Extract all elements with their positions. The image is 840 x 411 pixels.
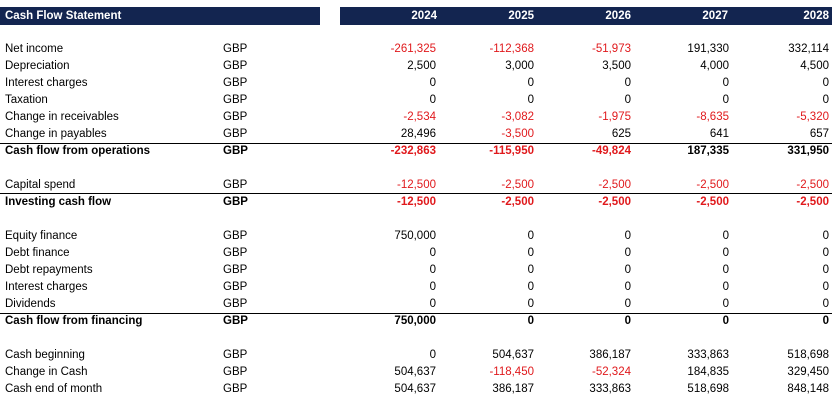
row-unit: GBP xyxy=(223,247,248,259)
cell-2024: 0 xyxy=(429,247,436,259)
cell-2028: -2,500 xyxy=(796,179,829,191)
cell-2027: 0 xyxy=(722,281,729,293)
cell-2025: 0 xyxy=(527,230,534,242)
table-row xyxy=(0,296,840,313)
cell-2027: -2,500 xyxy=(696,179,729,191)
cell-2026: -52,324 xyxy=(591,366,631,378)
cell-2024: 2,500 xyxy=(407,60,436,72)
table-row xyxy=(0,75,840,92)
cell-2026: 0 xyxy=(624,230,631,242)
table-row xyxy=(0,245,840,262)
table-row xyxy=(0,143,840,160)
cell-2027: 4,000 xyxy=(700,60,729,72)
cell-2028: 0 xyxy=(822,230,829,242)
year-header-2024: 2024 xyxy=(411,10,437,22)
cell-2028: 0 xyxy=(822,264,829,276)
cell-2026: 3,500 xyxy=(602,60,631,72)
subtotal-rule xyxy=(0,313,832,314)
row-label: Cash beginning xyxy=(5,349,85,361)
row-label: Equity finance xyxy=(5,230,78,242)
cell-2028: 0 xyxy=(822,298,829,310)
cell-2028: -5,320 xyxy=(796,111,829,123)
cell-2026: 0 xyxy=(624,94,631,106)
row-unit: GBP xyxy=(223,77,248,89)
row-unit: GBP xyxy=(223,230,248,242)
cell-2026: 0 xyxy=(624,298,631,310)
table-row xyxy=(0,92,840,109)
row-label: Change in payables xyxy=(5,128,107,140)
cell-2024: 0 xyxy=(429,77,436,89)
cell-2027: 0 xyxy=(722,298,729,310)
table-row xyxy=(0,194,840,211)
cell-2027: 0 xyxy=(722,315,729,327)
table-row xyxy=(0,381,840,398)
cell-2025: 0 xyxy=(527,281,534,293)
row-unit: GBP xyxy=(223,281,248,293)
cell-2025: 0 xyxy=(527,298,534,310)
row-unit: GBP xyxy=(223,264,248,276)
row-unit: GBP xyxy=(223,60,248,72)
cell-2024: -232,863 xyxy=(390,145,436,157)
cell-2028: 331,950 xyxy=(787,145,829,157)
cell-2026: -51,973 xyxy=(591,43,631,55)
row-label: Debt repayments xyxy=(5,264,93,276)
cell-2025: 0 xyxy=(527,94,534,106)
cell-2024: 504,637 xyxy=(394,383,436,395)
cell-2027: 641 xyxy=(709,128,729,140)
subtotal-rule xyxy=(0,143,832,144)
row-unit: GBP xyxy=(223,366,248,378)
cell-2024: 750,000 xyxy=(394,230,436,242)
row-label: Depreciation xyxy=(5,60,70,72)
row-label: Dividends xyxy=(5,298,56,310)
cell-2028: 329,450 xyxy=(787,366,829,378)
cell-2028: 0 xyxy=(822,247,829,259)
table-row xyxy=(0,262,840,279)
cell-2027: 0 xyxy=(722,247,729,259)
cell-2025: 0 xyxy=(527,247,534,259)
subtotal-rule xyxy=(0,193,832,194)
cell-2026: 0 xyxy=(624,315,631,327)
cell-2026: -1,975 xyxy=(598,111,631,123)
cell-2026: 333,863 xyxy=(589,383,631,395)
row-label: Cash flow from operations xyxy=(5,145,151,157)
cell-2024: 0 xyxy=(429,264,436,276)
statement-title: Cash Flow Statement xyxy=(0,7,320,25)
table-row xyxy=(0,313,840,330)
table-row xyxy=(0,177,840,194)
cell-2028: 0 xyxy=(822,281,829,293)
row-label: Cash end of month xyxy=(5,383,103,395)
row-unit: GBP xyxy=(223,145,248,157)
row-label: Change in Cash xyxy=(5,366,88,378)
cell-2025: 386,187 xyxy=(492,383,534,395)
year-header-2027: 2027 xyxy=(702,10,728,22)
cell-2025: -118,450 xyxy=(489,366,534,378)
row-unit: GBP xyxy=(223,179,248,191)
cell-2024: 504,637 xyxy=(394,366,436,378)
cell-2028: 4,500 xyxy=(800,60,829,72)
cell-2027: 184,835 xyxy=(687,366,729,378)
row-label: Change in receivables xyxy=(5,111,119,123)
cell-2028: 657 xyxy=(809,128,829,140)
cell-2025: -3,500 xyxy=(501,128,534,140)
cell-2027: -8,635 xyxy=(696,111,729,123)
cell-2026: -49,824 xyxy=(591,145,631,157)
table-row xyxy=(0,58,840,75)
cell-2026: 0 xyxy=(624,281,631,293)
cell-2024: -12,500 xyxy=(396,196,436,208)
cell-2027: 0 xyxy=(722,230,729,242)
row-unit: GBP xyxy=(223,298,248,310)
table-row xyxy=(0,228,840,245)
row-unit: GBP xyxy=(223,94,248,106)
cell-2024: 28,496 xyxy=(400,128,436,140)
cell-2026: 0 xyxy=(624,264,631,276)
row-label: Interest charges xyxy=(5,77,88,89)
cell-2024: -261,325 xyxy=(390,43,436,55)
row-label: Investing cash flow xyxy=(5,196,112,208)
table-row xyxy=(0,109,840,126)
row-unit: GBP xyxy=(223,349,248,361)
cell-2025: 504,637 xyxy=(492,349,534,361)
table-row xyxy=(0,279,840,296)
cell-2028: 0 xyxy=(822,315,829,327)
cell-2026: -2,500 xyxy=(598,196,631,208)
cell-2028: -2,500 xyxy=(796,196,829,208)
row-label: Debt finance xyxy=(5,247,70,259)
table-row xyxy=(0,126,840,143)
row-label: Interest charges xyxy=(5,281,88,293)
cell-2027: 0 xyxy=(722,77,729,89)
cell-2027: 333,863 xyxy=(687,349,729,361)
cell-2024: 0 xyxy=(429,298,436,310)
row-unit: GBP xyxy=(223,43,248,55)
cell-2024: -12,500 xyxy=(396,179,436,191)
cell-2026: 386,187 xyxy=(589,349,631,361)
cell-2025: -112,368 xyxy=(489,43,534,55)
cell-2024: 0 xyxy=(429,94,436,106)
cell-2024: 750,000 xyxy=(394,315,436,327)
cell-2027: 187,335 xyxy=(687,145,729,157)
row-unit: GBP xyxy=(223,196,248,208)
cell-2027: -2,500 xyxy=(696,196,729,208)
cell-2024: 0 xyxy=(429,281,436,293)
row-label: Capital spend xyxy=(5,179,76,191)
cell-2026: 625 xyxy=(611,128,631,140)
cell-2028: 848,148 xyxy=(787,383,829,395)
row-label: Net income xyxy=(5,43,64,55)
table-row xyxy=(0,41,840,58)
cell-2026: 0 xyxy=(624,77,631,89)
cell-2028: 518,698 xyxy=(787,349,829,361)
cell-2025: -115,950 xyxy=(489,145,534,157)
cell-2025: 0 xyxy=(527,315,534,327)
row-unit: GBP xyxy=(223,315,248,327)
cell-2025: -3,082 xyxy=(501,111,534,123)
cell-2027: 0 xyxy=(722,94,729,106)
year-header-2026: 2026 xyxy=(605,10,631,22)
cell-2026: 0 xyxy=(624,247,631,259)
cell-2026: -2,500 xyxy=(598,179,631,191)
cell-2027: 0 xyxy=(722,264,729,276)
cell-2025: 0 xyxy=(527,264,534,276)
cell-2028: 0 xyxy=(822,77,829,89)
cell-2025: -2,500 xyxy=(501,179,534,191)
row-unit: GBP xyxy=(223,111,248,123)
year-header-bar xyxy=(340,7,832,25)
cell-2027: 518,698 xyxy=(687,383,729,395)
cell-2025: 3,000 xyxy=(505,60,534,72)
row-label: Taxation xyxy=(5,94,48,106)
cell-2028: 332,114 xyxy=(788,43,829,55)
table-row xyxy=(0,347,840,364)
cell-2027: 191,330 xyxy=(687,43,729,55)
cell-2025: 0 xyxy=(527,77,534,89)
cell-2024: 0 xyxy=(429,349,436,361)
cell-2025: -2,500 xyxy=(501,196,534,208)
table-row xyxy=(0,364,840,381)
row-unit: GBP xyxy=(223,383,248,395)
cell-2024: -2,534 xyxy=(403,111,436,123)
cell-2028: 0 xyxy=(822,94,829,106)
year-header-2028: 2028 xyxy=(803,10,829,22)
row-label: Cash flow from financing xyxy=(5,315,143,327)
row-unit: GBP xyxy=(223,128,248,140)
year-header-2025: 2025 xyxy=(508,10,534,22)
